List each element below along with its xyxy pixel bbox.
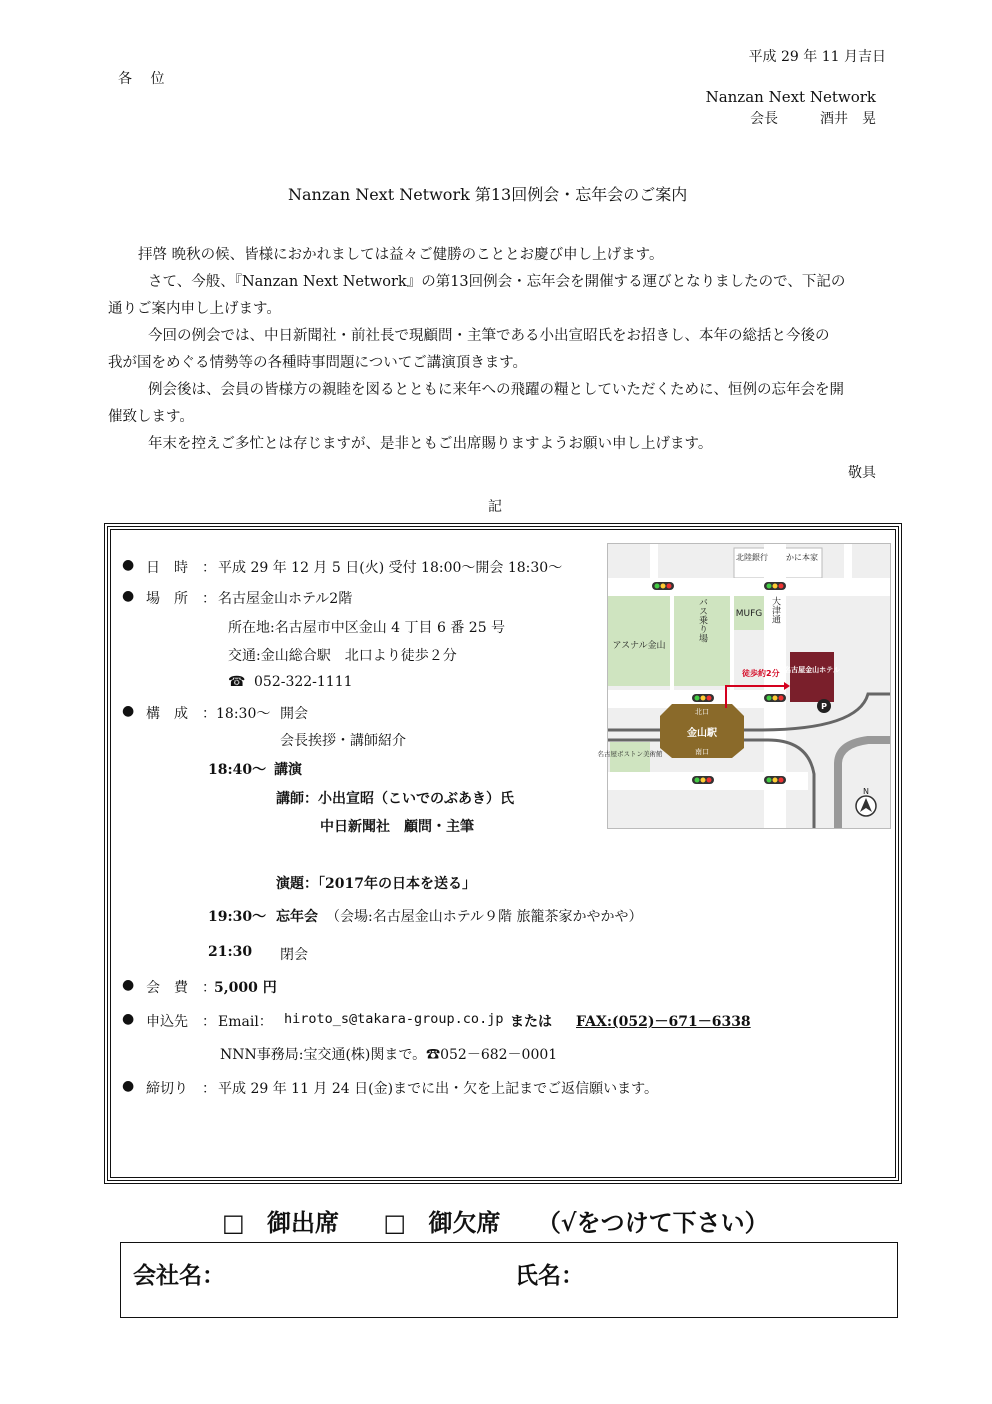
map-lane — [730, 596, 734, 690]
traffic-light-icon — [652, 582, 674, 590]
close-time: 21:30 — [208, 944, 253, 960]
venue-address: 所在地:名古屋市中区金山 4 丁目 6 番 25 号 — [228, 620, 506, 636]
traffic-light-icon — [692, 694, 714, 702]
map-label: 北口 — [695, 708, 709, 716]
traffic-light-icon — [764, 582, 786, 590]
bullet: ● — [122, 557, 135, 573]
lecturer-affiliation: 中日新聞社 顧問・主筆 — [320, 819, 474, 835]
body-line: 催致します。 — [108, 409, 194, 425]
map-label: 徒歩約2分 — [742, 669, 780, 678]
lecturer: 講師：小出宣昭（こいでのぶあき）氏 — [276, 791, 514, 807]
rsvp-instruction: （√をつけて下さい） — [536, 1208, 769, 1237]
party-time: 19:30～ — [208, 909, 267, 925]
apply-email[interactable]: hiroto_s@takara-group.co.jp — [284, 1011, 504, 1027]
program-time: 18:30～ — [216, 706, 271, 722]
map-label: バス乗り場 — [697, 597, 707, 643]
bullet: ● — [122, 977, 135, 993]
deadline-value: 平成 29 年 11 月 24 日(金)までに出・欠を上記までご返信願います。 — [218, 1081, 658, 1097]
venue-phone: 052-322-1111 — [254, 674, 353, 690]
close-label: 閉会 — [280, 947, 308, 963]
signature-box — [120, 1242, 898, 1318]
fee-value: 5,000 円 — [214, 980, 277, 996]
map-label: MUFG — [735, 609, 763, 619]
name-field-label: 氏名： — [515, 1262, 584, 1289]
map-label: 大津通 — [770, 596, 780, 624]
map-museum-block — [610, 742, 650, 776]
datetime-label: 日 時 ： — [146, 560, 216, 576]
organization-name: Nanzan Next Network — [705, 88, 876, 106]
office-contact: NNN事務局:宝交通(株)関まで。☎052－682－0001 — [220, 1047, 558, 1063]
body-line: 我が国をめぐる情勢等の各種時事問題についてご講演頂きます。 — [108, 355, 528, 371]
map-label: アスナル金山 — [612, 641, 666, 651]
phone-icon: ☎ — [228, 674, 246, 690]
absent-checkbox-icon[interactable]: □ — [383, 1208, 407, 1237]
access-map — [597, 543, 891, 829]
apply-or: または — [510, 1014, 552, 1030]
map-label: P — [821, 702, 827, 711]
map-label: 南口 — [695, 748, 709, 756]
body-line: 通りご案内申し上げます。 — [108, 301, 281, 317]
datetime-value: 平成 29 年 12 月 5 日(火) 受付 18:00～開会 18:30～ — [218, 560, 563, 576]
venue-value: 名古屋金山ホテル2階 — [218, 591, 353, 607]
map-road — [608, 578, 890, 596]
program-item: 講演 — [274, 762, 302, 778]
traffic-light-icon — [692, 776, 714, 784]
party-venue: （会場:名古屋金山ホテル９階 旅籠茶家かやかや） — [326, 909, 643, 925]
body-text — [108, 242, 878, 458]
map-label: 名古屋金山ホテル — [784, 666, 840, 674]
map-svg — [597, 544, 890, 828]
body-line: 今回の例会では、中日新聞社・前社長で現顧問・主筆である小出宣昭氏をお招きし、本年の総括と今後の — [148, 328, 830, 344]
map-label: 北陸銀行 — [736, 553, 768, 562]
map-lane — [844, 544, 852, 578]
document-date: 平成 29 年 11 月吉日 — [748, 49, 886, 65]
map-label: 名古屋ボストン美術館 — [597, 750, 663, 758]
program-label: 構 成 ： — [146, 706, 216, 722]
body-line: さて、今般、『Nanzan Next Network』の第13回例会・忘年会を開催する運びとなりましたので、下記の — [148, 274, 846, 290]
map-label: N — [863, 787, 869, 796]
apply-label: 申込先 ： — [146, 1014, 216, 1030]
body-line: 拝啓 晩秋の候、皆様におかれましては益々ご健勝のこととお慶び申し上げます。 — [138, 247, 664, 263]
apply-email-label: Email： — [218, 1014, 273, 1030]
closing: 敬具 — [848, 465, 876, 481]
venue-label: 場 所 ： — [146, 591, 216, 607]
fee-label: 会 費 ： — [146, 980, 216, 996]
lecture-title: 演題：「2017年の日本を送る」 — [276, 876, 476, 892]
attend-checkbox-icon[interactable]: □ — [222, 1208, 245, 1237]
venue-access: 交通:金山総合駅 北口より徒歩２分 — [228, 648, 457, 664]
bullet: ● — [122, 1078, 135, 1094]
absent-label: 御欠席 — [428, 1208, 501, 1237]
body-line: 年末を控えご多忙とは存じますが、是非ともご出席賜りますようお願い申し上げます。 — [148, 436, 713, 452]
apply-fax: FAX:(052)－671－6338 — [576, 1014, 751, 1030]
company-field-label: 会社名： — [133, 1262, 225, 1289]
map-hotel — [790, 652, 834, 702]
deadline-label: 締切り ： — [146, 1081, 216, 1097]
party-label: 忘年会 — [276, 909, 318, 925]
attend-label: 御出席 — [267, 1208, 340, 1237]
body-line: 例会後は、会員の皆様方の親睦を図るとともに来年への飛躍の糧としていただくために、恒例の忘年会を開 — [148, 382, 844, 398]
program-item: 会長挨拶・講師紹介 — [280, 733, 406, 749]
map-lane — [670, 596, 674, 690]
map-label: かに本家 — [786, 553, 818, 562]
traffic-light-icon — [764, 694, 786, 702]
signer: 会長 酒井 晃 — [750, 111, 876, 127]
map-label: 金山駅 — [687, 728, 717, 739]
addressee: 各 位 — [118, 71, 165, 87]
map-lane — [650, 544, 658, 578]
traffic-light-icon — [764, 776, 786, 784]
bullet: ● — [122, 703, 135, 719]
bullet: ● — [122, 1011, 135, 1027]
page-title: Nanzan Next Network 第13回例会・忘年会のご案内 — [288, 185, 688, 204]
program-item: 開会 — [280, 706, 308, 722]
rsvp-options — [222, 1203, 769, 1238]
ki-heading: 記 — [488, 499, 502, 515]
bullet: ● — [122, 588, 135, 604]
program-time: 18:40～ — [208, 762, 267, 778]
